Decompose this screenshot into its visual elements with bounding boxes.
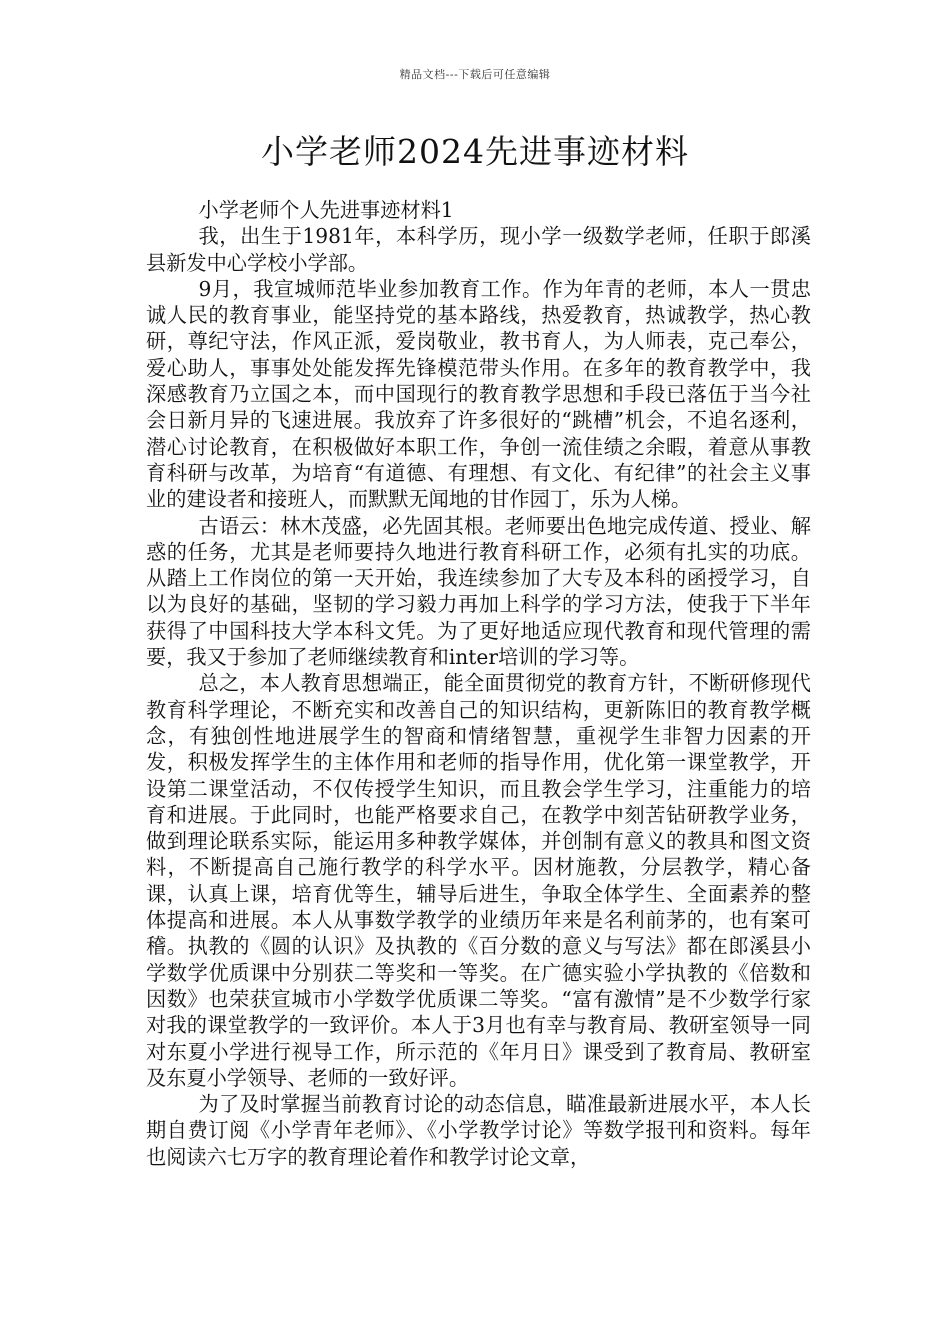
- paragraph-5: 为了及时掌握当前教育讨论的动态信息，瞄准最新进展水平，本人长期自费订阅《小学青年老师》、《小学教学讨论》等数学报刊和资料。每年也阅读六七万字的教育理论着作和教学讨论文章，: [146, 1092, 811, 1169]
- paragraph-2: 9月，我宣城师范毕业参加教育工作。作为年青的老师，本人一贯忠诚人民的教育事业，能坚持党的基本路线，热爱教育，热诚教学，热心教研，尊纪守法，作风正派，爱岗敬业，教书育人，为人师表，克己奉公，爱心助人，事事处处能发挥先锋模范带头作用。在多年的教育教学中，我深感教育乃立国之本，而中国现行的教育教学思想和手段已落伍于当今社会日新月异的飞速进展。我放弃了许多很好的“跳槽”机会，不追名逐利，潜心讨论教育，在积极做好本职工作，争创一流佳绩之余暇，着意从事教育科研与改革，为培育“有道德、有理想、有文化、有纪律”的社会主义事业的建设者和接班人，而默默无闻地的甘作园丁，乐为人梯。: [146, 276, 811, 512]
- document-body: [146, 197, 811, 1170]
- document-title: 小学老师2024先进事迹材料: [261, 132, 689, 171]
- section-subtitle: 小学老师个人先进事迹材料1: [198, 198, 454, 222]
- paragraph-1: 我，出生于1981年，本科学历，现小学一级数学老师，任职于郎溪县新发中心学校小学部。: [146, 224, 811, 275]
- header-note: 精品文档---下载后可任意编辑: [399, 68, 551, 81]
- paragraph-3: 古语云：林木茂盛，必先固其根。老师要出色地完成传道、授业、解惑的任务，尤其是老师要持久地进行教育科研工作，必须有扎实的功底。从踏上工作岗位的第一天开始，我连续参加了大专及本科的函授学习，自以为良好的基础，坚韧的学习毅力再加上科学的学习方法，使我于下半年获得了中国科技大学本科文凭。为了更好地适应现代教育和现代管理的需要，我又于参加了老师继续教育和inter培训的学习等。: [146, 513, 811, 670]
- paragraph-4: 总之，本人教育思想端正，能全面贯彻党的教育方针，不断研修现代教育科学理论，不断充实和改善自己的知识结构，更新陈旧的教育教学概念，有独创性地进展学生的智商和情绪智慧，重视学生非智力因素的开发，积极发挥学生的主体作用和老师的指导作用，优化第一课堂教学，开设第二课堂活动，不仅传授学生知识，而且教会学生学习，注重能力的培育和进展。于此同时，也能严格要求自己，在教学中刻苦钻研教学业务，做到理论联系实际，能运用多种教学媒体，并创制有意义的教具和图文资料，不断提高自己施行教学的科学水平。因材施教，分层教学，精心备课，认真上课，培育优等生，辅导后进生，争取全体学生、全面素养的整体提高和进展。本人从事数学教学的业绩历年来是名利前茅的，也有案可稽。执教的《圆的认识》及执教的《百分数的意义与写法》都在郎溪县小学数学优质课中分别获二等奖和一等奖。在广德实验小学执教的《倍数和因数》也荣获宣城市小学数学优质课二等奖。“富有激情”是不少数学行家对我的课堂教学的一致评价。本人于3月也有幸与教育局、教研室领导一同对东夏小学进行视导工作，所示范的《年月日》课受到了教育局、教研室及东夏小学领导、老师的一致好评。: [146, 671, 811, 1090]
